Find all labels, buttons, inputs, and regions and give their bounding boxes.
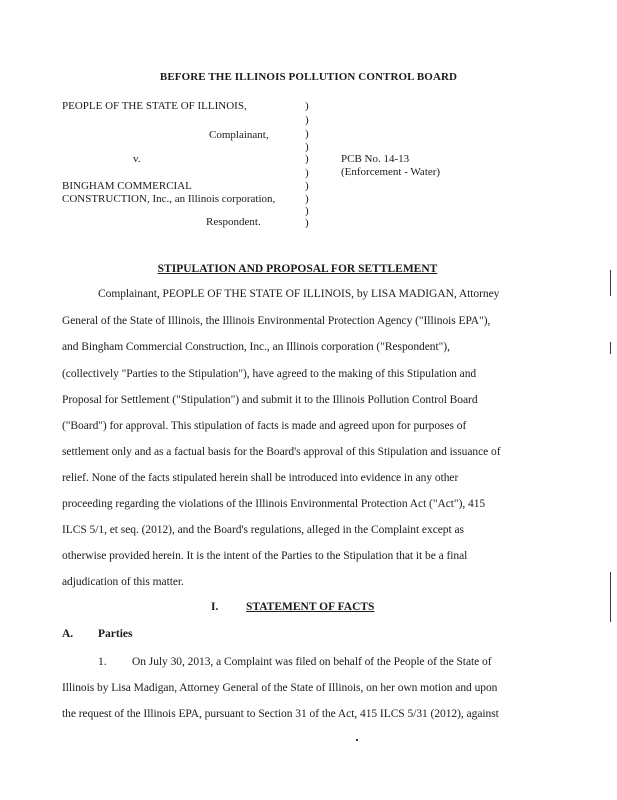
- caption-respondent-label: Respondent.: [206, 216, 261, 228]
- subsection-title: Parties: [98, 628, 133, 640]
- section-title: STATEMENT OF FACTS: [246, 601, 375, 613]
- caption-paren: ): [305, 217, 309, 229]
- intro-line: proceeding regarding the violations of the Illinois Environmental Protection Act ("Act"), 415: [62, 498, 486, 510]
- intro-line: (collectively "Parties to the Stipulation"), have agreed to the making of this Stipulation and: [62, 368, 477, 380]
- caption-paren: ): [305, 128, 309, 140]
- intro-line: Complainant, PEOPLE OF THE STATE OF ILLINOIS, by LISA MADIGAN, Attorney: [98, 288, 500, 300]
- intro-line: ILCS 5/1, et seq. (2012), and the Board's regulations, alleged in the Complaint except as: [62, 524, 464, 536]
- caption-defendant-line1: BINGHAM COMMERCIAL: [62, 180, 192, 192]
- caption-paren: ): [305, 193, 309, 205]
- caption-paren: ): [305, 153, 309, 165]
- intro-line: adjudication of this matter.: [62, 576, 184, 588]
- caption-versus: v.: [133, 153, 141, 165]
- caption-defendant-line2: CONSTRUCTION, Inc., an Illinois corporation,: [62, 193, 276, 205]
- caption-paren: ): [305, 205, 309, 217]
- intro-line: otherwise provided herein. It is the intent of the Parties to the Stipulation that it be a final: [62, 550, 468, 562]
- document-title: STIPULATION AND PROPOSAL FOR SETTLEMENT: [157, 263, 438, 275]
- scan-mark: [610, 270, 611, 296]
- caption-paren: ): [305, 114, 309, 126]
- paragraph-line: On July 30, 2013, a Complaint was filed on behalf of the People of the State of: [132, 656, 492, 668]
- paragraph-line: the request of the Illinois EPA, pursuant to Section 31 of the Act, 415 ILCS 5/31 (2012), against: [62, 708, 499, 720]
- caption-complainant-label: Complainant,: [209, 129, 269, 141]
- court-title: BEFORE THE ILLINOIS POLLUTION CONTROL BOARD: [159, 71, 458, 83]
- intro-line: relief. None of the facts stipulated herein shall be introduced into evidence in any other: [62, 472, 459, 484]
- paragraph-line: Illinois by Lisa Madigan, Attorney General of the State of Illinois, on her own motion and upon: [62, 682, 498, 694]
- intro-line: General of the State of Illinois, the Illinois Environmental Protection Agency ("Illinois EPA"),: [62, 315, 491, 327]
- intro-line: ("Board") for approval. This stipulation of facts is made and agreed upon for purposes of: [62, 420, 467, 432]
- case-type: (Enforcement - Water): [341, 166, 441, 178]
- intro-line: settlement only and as a factual basis for the Board's approval of this Stipulation and issuance of: [62, 446, 501, 458]
- scan-mark: [610, 342, 611, 354]
- intro-line: and Bingham Commercial Construction, Inc., an Illinois corporation ("Respondent"),: [62, 341, 450, 353]
- scan-mark: [610, 572, 611, 622]
- scan-mark: [356, 739, 358, 741]
- case-number: PCB No. 14-13: [341, 153, 410, 165]
- caption-paren: ): [305, 167, 309, 179]
- caption-paren: ): [305, 100, 309, 112]
- paragraph-number: 1.: [98, 656, 107, 668]
- subsection-letter: A.: [62, 628, 74, 640]
- section-number: I.: [211, 601, 219, 613]
- caption-paren: ): [305, 141, 309, 153]
- caption-paren: ): [305, 180, 309, 192]
- intro-line: Proposal for Settlement ("Stipulation") and submit it to the Illinois Pollution Control Board: [62, 394, 478, 406]
- caption-plaintiff: PEOPLE OF THE STATE OF ILLINOIS,: [62, 100, 247, 112]
